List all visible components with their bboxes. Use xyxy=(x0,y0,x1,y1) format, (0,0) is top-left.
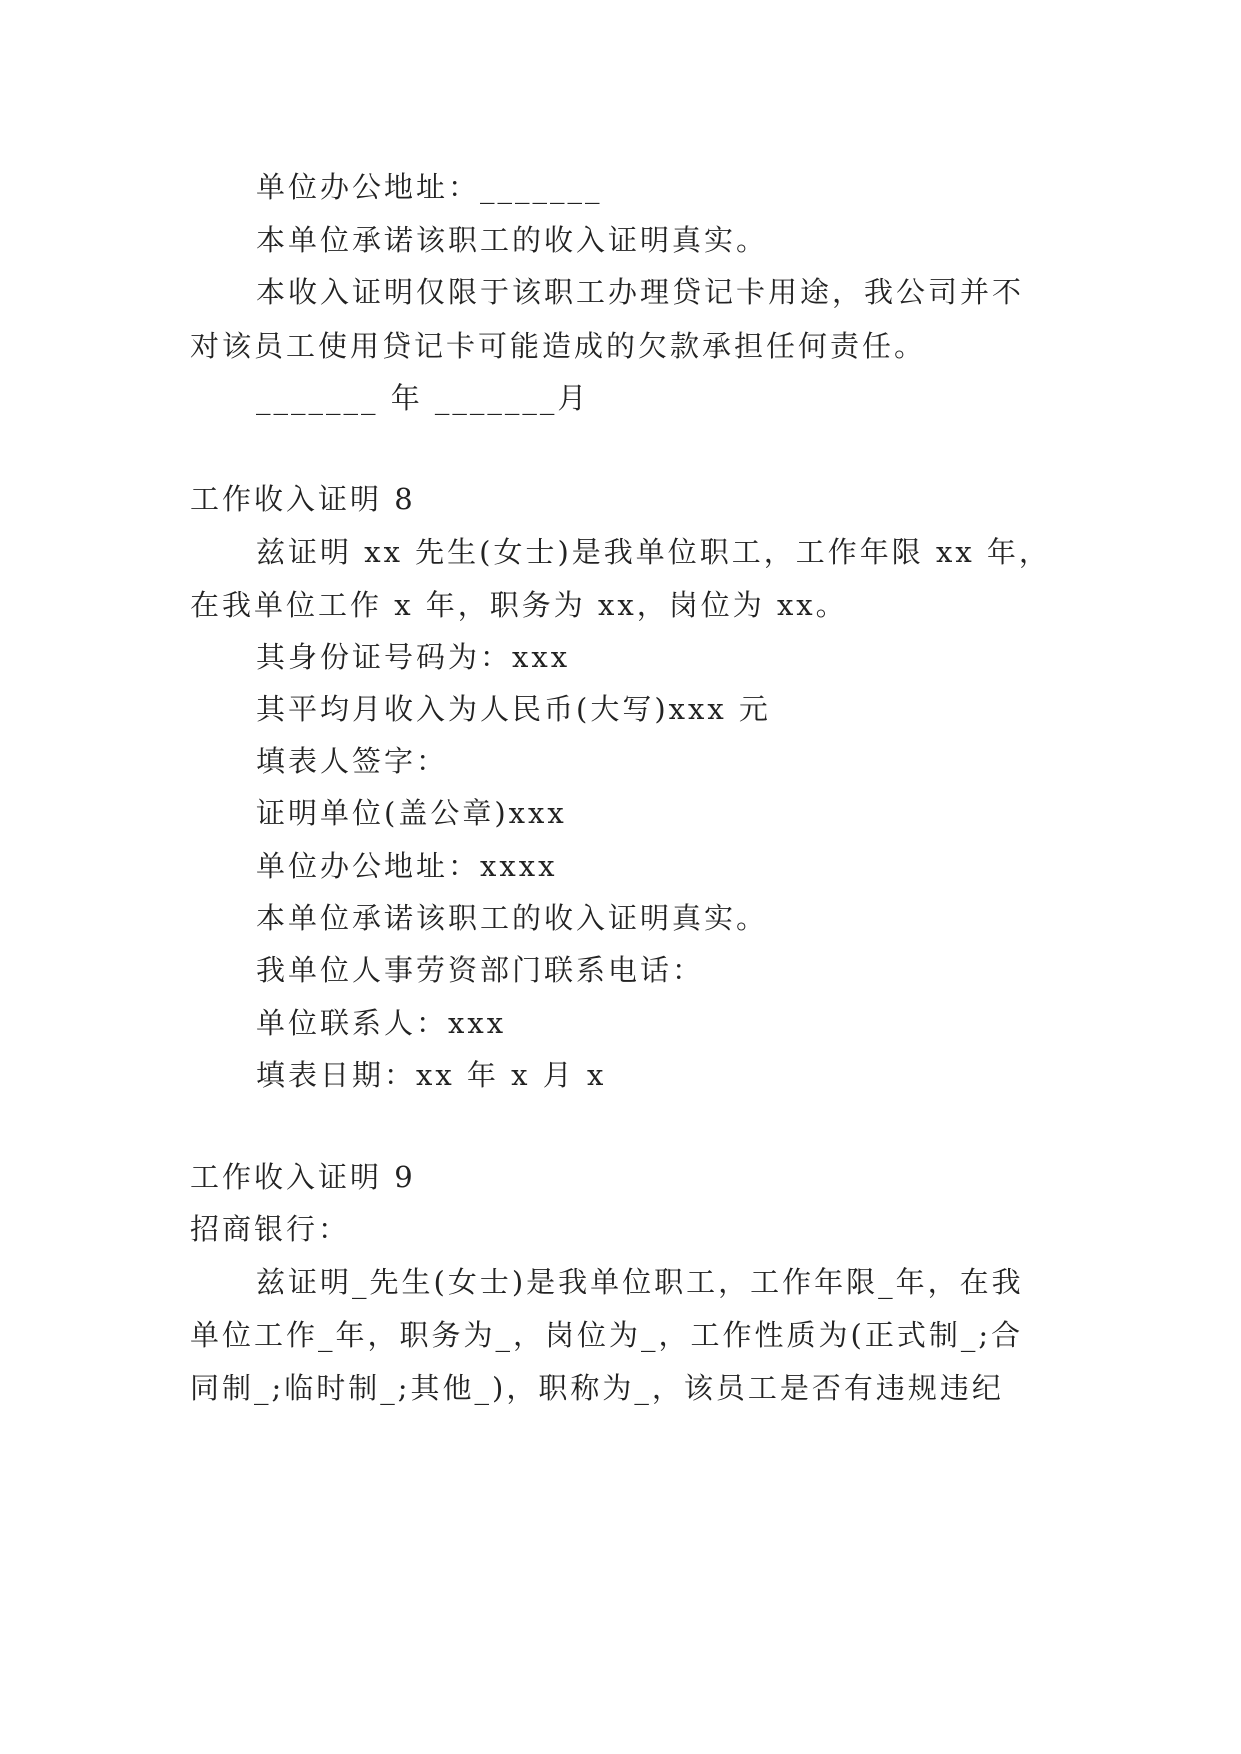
addressee-line: 招商银行： xyxy=(190,1212,351,1246)
promise-line: 本单位承诺该职工的收入证明真实。 xyxy=(256,223,769,257)
purpose-line-2: 对该员工使用贷记卡可能造成的欠款承担任何责任。 xyxy=(190,329,927,363)
purpose-line-1: 本收入证明仅限于该职工办理贷记卡用途，我公司并不 xyxy=(256,275,1025,309)
contact-person-line: 单位联系人：xxx xyxy=(256,1006,507,1040)
section-8-title: 工作收入证明 8 xyxy=(190,482,416,516)
section-9-body-line-3: 同制_;临时制_;其他_)，职称为_，该员工是否有违规违纪 xyxy=(190,1371,1004,1405)
promise-line: 本单位承诺该职工的收入证明真实。 xyxy=(256,901,769,935)
income-line: 其平均月收入为人民币(大写)xxx 元 xyxy=(256,692,771,726)
id-number-line: 其身份证号码为：xxx xyxy=(256,640,571,674)
signer-line: 填表人签字： xyxy=(256,744,449,778)
fill-date-line: 填表日期：xx 年 x 月 x xyxy=(256,1058,607,1092)
unit-address-line: 单位办公地址：xxxx xyxy=(256,849,558,883)
section-9-title: 工作收入证明 9 xyxy=(190,1160,416,1194)
certifying-unit-line: 证明单位(盖公章)xxx xyxy=(256,796,567,830)
section-9-body-line-1: 兹证明_先生(女士)是我单位职工，工作年限_年，在我 xyxy=(256,1265,1024,1299)
section-9-body-line-2: 单位工作_年，职务为_，岗位为_，工作性质为(正式制_;合 xyxy=(190,1318,1024,1352)
unit-address-line: 单位办公地址：_______ xyxy=(256,170,603,204)
date-line: _______ 年 _______月 xyxy=(256,381,590,415)
section-8-body-line-2: 在我单位工作 x 年，职务为 xx，岗位为 xx。 xyxy=(190,588,848,622)
section-8-body-line-1: 兹证明 xx 先生(女士)是我单位职工，工作年限 xx 年， xyxy=(256,535,1051,569)
hr-phone-line: 我单位人事劳资部门联系电话： xyxy=(256,953,705,987)
